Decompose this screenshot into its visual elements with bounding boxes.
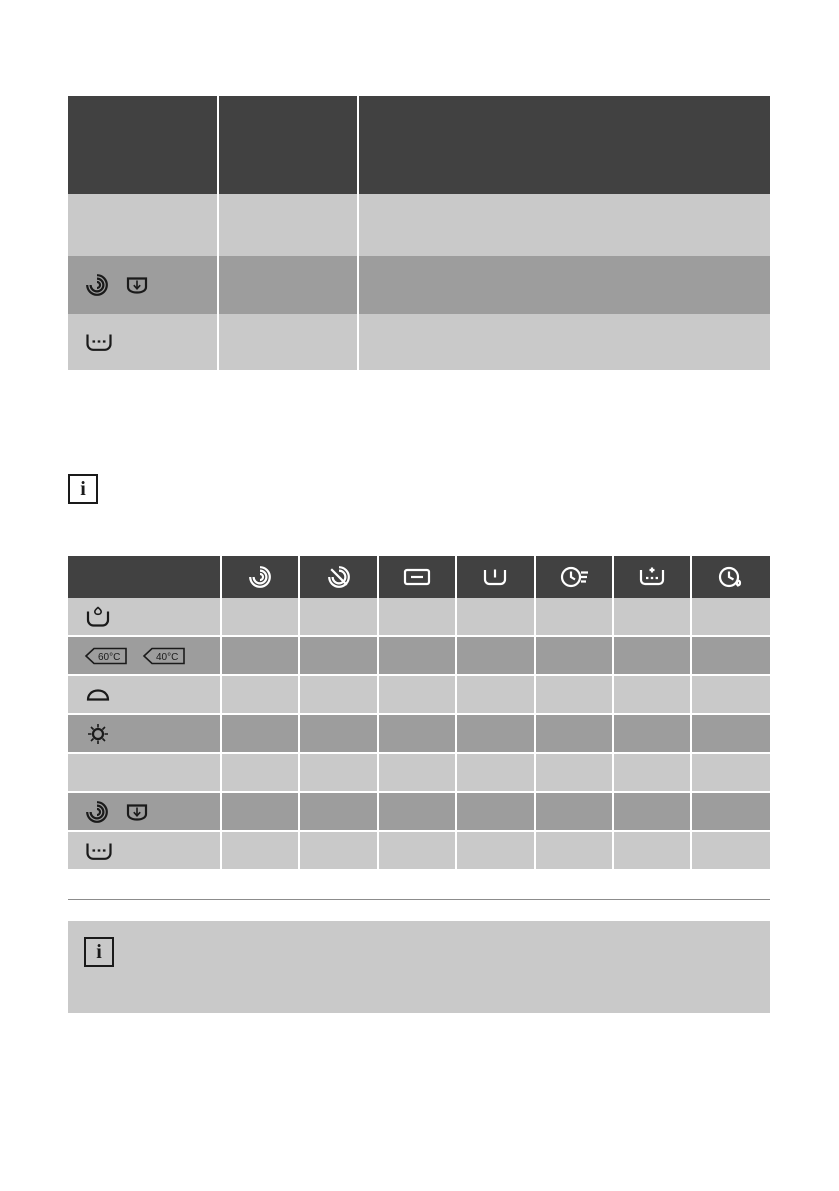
matrix-cell [691,753,770,792]
matrix-cell [613,598,691,636]
matrix-cell [221,714,299,753]
matrix-cell [378,753,456,792]
matrix-header-time-save-icon-cell [535,556,613,598]
programme-icon-cell [68,314,218,370]
programme-option-matrix [68,556,770,869]
matrix-cell [299,753,377,792]
eco-60-icon [84,645,128,667]
matrix-cell [299,598,377,636]
matrix-cell [535,636,613,675]
delay-start-icon [716,564,746,590]
delicates-icon [84,721,112,747]
matrix-cell [691,675,770,714]
matrix-header-row [68,556,770,598]
synthetics-icon [84,684,112,706]
description-cell [358,314,770,370]
drain-icon [124,799,150,825]
matrix-row [68,792,770,831]
matrix-row [68,675,770,714]
matrix-cell [456,714,534,753]
matrix-cell [299,714,377,753]
matrix-cell [613,675,691,714]
stain-icon [637,565,667,589]
matrix-cell [535,714,613,753]
extra-rinse-icon [480,564,510,590]
load-cell [218,194,358,256]
matrix-cell [299,792,377,831]
spin-icon [247,564,273,590]
matrix-row [68,598,770,636]
matrix-cell [691,792,770,831]
cotton-icon [84,604,112,630]
matrix-header-stain-icon-cell [613,556,691,598]
matrix-row [68,714,770,753]
matrix-cell [535,831,613,869]
matrix-row-lead [68,675,221,714]
matrix-cell [535,792,613,831]
matrix-header-prewash-icon-cell [378,556,456,598]
matrix-cell [691,831,770,869]
rinse-hold-icon [84,330,114,354]
matrix-header-spin-icon-cell [221,556,299,598]
matrix-cell [221,675,299,714]
svg-text:40°C: 40°C [156,651,179,663]
no-spin-icon [326,564,352,590]
matrix-row-lead [68,831,221,869]
matrix-cell [613,831,691,869]
spin-icon [84,799,110,825]
info-note-two [68,921,770,1013]
matrix-cell [613,792,691,831]
matrix-cell [456,636,534,675]
matrix-cell [535,753,613,792]
matrix-header-no-spin-icon-cell [299,556,377,598]
spin-icon [84,272,110,298]
matrix-header-lead [68,556,221,598]
matrix-cell [378,636,456,675]
programme-icon-cell [68,256,218,314]
description-cell [358,194,770,256]
matrix-cell [221,792,299,831]
eco-40-icon [142,645,186,667]
svg-text:60°C: 60°C [98,651,121,663]
matrix-cell [378,831,456,869]
matrix-cell [613,714,691,753]
matrix-cell [299,636,377,675]
load-cell [218,256,358,314]
matrix-row [68,831,770,869]
matrix-row-lead [68,714,221,753]
matrix-cell [613,636,691,675]
matrix-row [68,636,770,675]
info-note-one [68,474,770,516]
matrix-cell [691,636,770,675]
table-row [68,314,770,370]
matrix-row-lead [68,792,221,831]
matrix-cell [378,598,456,636]
information-icon: i [68,474,98,504]
matrix-cell [535,675,613,714]
time-save-icon [558,564,590,590]
matrix-row [68,753,770,792]
matrix-cell [613,753,691,792]
programme-table [68,96,770,370]
table-header-cell-programme [68,96,218,194]
matrix-cell [378,792,456,831]
description-cell [358,256,770,314]
matrix-header-delay-start-icon-cell [691,556,770,598]
matrix-cell [221,598,299,636]
matrix-cell [456,792,534,831]
prewash-icon [401,565,433,589]
table-row [68,194,770,256]
matrix-cell [456,675,534,714]
drain-icon [124,272,150,298]
information-icon: i [84,937,114,967]
matrix-cell [456,598,534,636]
matrix-cell [691,714,770,753]
programme-icon-cell [68,194,218,256]
matrix-cell [456,753,534,792]
matrix-cell [221,831,299,869]
matrix-row-lead [68,753,221,792]
matrix-cell [691,598,770,636]
matrix-cell [221,636,299,675]
matrix-row-lead [68,598,221,636]
matrix-row-lead [68,636,221,675]
load-cell [218,314,358,370]
matrix-header-extra-rinse-icon-cell [456,556,534,598]
table-row [68,256,770,314]
table-header-cell-description [358,96,770,194]
matrix-cell [299,831,377,869]
matrix-cell [221,753,299,792]
matrix-cell [378,714,456,753]
rinse-hold-icon [84,839,114,863]
matrix-cell [456,831,534,869]
table-header-cell-load [218,96,358,194]
table-header-row [68,96,770,194]
matrix-cell [378,675,456,714]
section-divider [68,899,770,900]
matrix-cell [535,598,613,636]
matrix-cell [299,675,377,714]
